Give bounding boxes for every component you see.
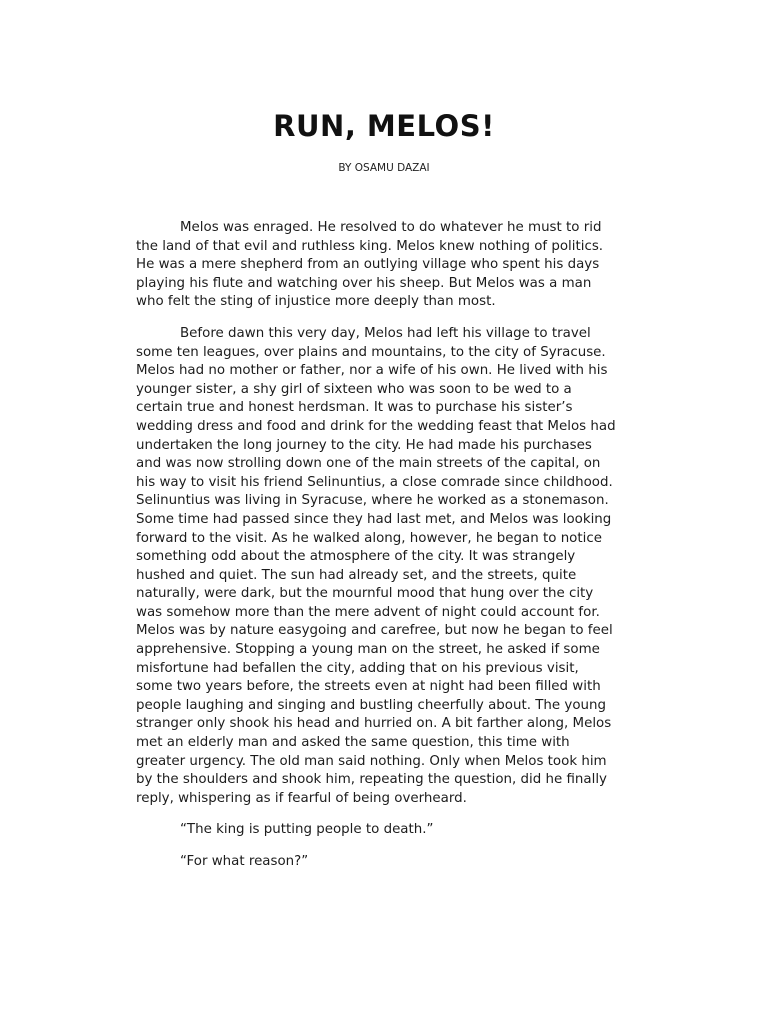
paragraph-line: “For what reason?” xyxy=(180,854,309,869)
paragraph-line: met an elderly man and asked the same question, this time with xyxy=(136,735,570,751)
paragraph-line: stranger only shook his head and hurried on. A bit farther along, Melos xyxy=(136,716,612,732)
paragraph-line: Melos was enraged. He resolved to do whatever he must to rid xyxy=(180,220,602,235)
paragraph-line: who felt the sting of injustice more deeply than most. xyxy=(136,294,496,310)
paragraph-line: some two years before, the streets even at night had been filled with xyxy=(136,679,601,695)
paragraph-line: hushed and quiet. The sun had already set, and the streets, quite xyxy=(136,567,577,583)
paragraph-line: Melos was by nature easygoing and carefree, but now he began to feel xyxy=(136,623,613,639)
paragraph-line: the land of that evil and ruthless king. Melos knew nothing of politics. xyxy=(136,238,604,254)
paragraph-line: apprehensive. Stopping a young man on the street, he asked if some xyxy=(136,642,600,658)
body-paragraph xyxy=(136,325,636,808)
paragraph-line: greater urgency. The old man said nothing. Only when Melos took him xyxy=(136,753,607,769)
paragraph-line: Before dawn this very day, Melos had left his village to travel xyxy=(180,325,591,341)
paragraph-line: Selinuntius was living in Syracuse, where he worked as a stonemason. xyxy=(136,493,609,509)
paragraph-line: naturally, were dark, but the mournful mood that hung over the city xyxy=(136,586,594,602)
paragraph-line: younger sister, a shy girl of sixteen who was soon to be wed to a xyxy=(136,381,572,397)
paragraph-line: reply, whispering as if fearful of being overheard. xyxy=(136,790,467,806)
paragraph-line: by the shoulders and shook him, repeating the question, did he finally xyxy=(136,772,607,788)
paragraph-line: misfortune had befallen the city, adding that on his previous visit, xyxy=(136,660,579,676)
paragraph-line: his way to visit his friend Selinuntius, a close comrade since childhood. xyxy=(136,474,613,490)
document-body xyxy=(136,219,636,885)
paragraph-line: certain true and honest herdsman. It was to purchase his sister’s xyxy=(136,400,573,416)
paragraph-line: Some time had passed since they had last met, and Melos was looking xyxy=(136,511,612,527)
paragraph-line: undertaken the long journey to the city. He had made his purchases xyxy=(136,437,592,453)
body-paragraph xyxy=(136,821,636,840)
paragraph-line: people laughing and singing and bustling cheerfully about. The young xyxy=(136,697,607,713)
paragraph-line: some ten leagues, over plains and mountains, to the city of Syracuse. xyxy=(136,344,606,360)
paragraph-line: was somehow more than the mere advent of night could account for. xyxy=(136,604,600,620)
document-byline: BY OSAMU DAZAI xyxy=(338,162,430,174)
body-paragraph xyxy=(136,853,636,872)
paragraph-line: playing his flute and watching over his sheep. But Melos was a man xyxy=(136,275,592,291)
paragraph-line: Melos had no mother or father, nor a wife of his own. He lived with his xyxy=(136,363,608,379)
paragraph-line: wedding dress and food and drink for the wedding feast that Melos had xyxy=(136,418,616,434)
paragraph-line: forward to the visit. As he walked along, however, he began to notice xyxy=(136,530,602,546)
paragraph-line: “The king is putting people to death.” xyxy=(180,822,434,838)
document-title: RUN, MELOS! xyxy=(273,109,495,143)
paragraph-line: something odd about the atmosphere of the city. It was strangely xyxy=(136,549,576,565)
paragraph-line: He was a mere shepherd from an outlying village who spent his days xyxy=(136,257,600,273)
body-paragraph xyxy=(136,219,636,312)
paragraph-line: and was now strolling down one of the main streets of the capital, on xyxy=(136,456,601,472)
